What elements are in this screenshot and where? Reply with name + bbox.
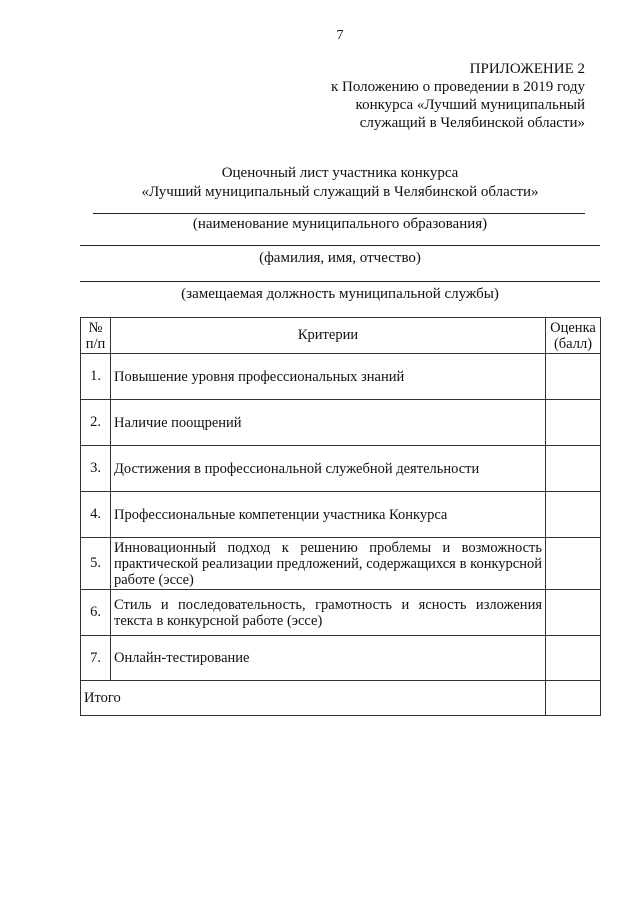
table-header-row — [81, 318, 601, 354]
total-label: Итого — [81, 681, 546, 716]
column-header-number-line: п/п — [85, 335, 106, 352]
page-number: 7 — [336, 28, 344, 43]
criterion-text: Инновационный подход к решению проблемы и возможность практической реализации предложений, содержащихся в конкурсной работе (эссе) — [111, 538, 546, 590]
evaluation-table — [80, 317, 601, 716]
table-row — [81, 590, 601, 636]
column-header-number — [81, 318, 111, 354]
table-row — [81, 354, 601, 400]
row-number: 5. — [81, 538, 111, 590]
row-number: 4. — [81, 492, 111, 538]
score-cell[interactable] — [546, 538, 601, 590]
appendix-header — [300, 60, 585, 132]
table-row — [81, 446, 601, 492]
column-header-number-line: № — [88, 319, 103, 336]
full-name-caption: (фамилия, имя, отчество) — [259, 250, 421, 266]
row-number: 3. — [81, 446, 111, 492]
criterion-text: Наличие поощрений — [111, 400, 546, 446]
column-header-score — [546, 318, 601, 354]
table-row — [81, 636, 601, 681]
score-cell[interactable] — [546, 446, 601, 492]
appendix-line: к Положению о проведении в 2019 году — [330, 79, 585, 95]
column-header-criteria: Критерии — [111, 318, 546, 354]
score-cell[interactable] — [546, 492, 601, 538]
appendix-line: служащий в Челябинской области» — [359, 115, 585, 131]
score-cell[interactable] — [546, 400, 601, 446]
score-cell[interactable] — [546, 354, 601, 400]
municipality-field[interactable] — [93, 213, 585, 214]
full-name-field[interactable] — [80, 245, 600, 246]
row-number: 2. — [81, 400, 111, 446]
table-row — [81, 492, 601, 538]
score-cell[interactable] — [546, 636, 601, 681]
position-field[interactable] — [80, 281, 600, 282]
total-row — [81, 681, 601, 716]
row-number: 1. — [81, 354, 111, 400]
criterion-text: Профессиональные компетенции участника Конкурса — [111, 492, 546, 538]
row-number: 6. — [81, 590, 111, 636]
table-row — [81, 538, 601, 590]
criterion-text: Стиль и последовательность, грамотность и ясность изложения текста в конкурсной работе (эссе) — [111, 590, 546, 636]
table-row — [81, 400, 601, 446]
column-header-score-line: (балл) — [553, 335, 593, 352]
appendix-title: ПРИЛОЖЕНИЕ 2 — [469, 61, 585, 77]
criterion-text: Достижения в профессиональной служебной деятельности — [111, 446, 546, 492]
criterion-text: Онлайн-тестирование — [111, 636, 546, 681]
municipality-caption: (наименование муниципального образования) — [192, 216, 488, 232]
form-title-line: Оценочный лист участника конкурса — [221, 165, 459, 181]
form-title — [80, 164, 600, 202]
row-number: 7. — [81, 636, 111, 681]
column-header-score-line: Оценка — [550, 319, 596, 336]
appendix-line: конкурса «Лучший муниципальный — [355, 97, 585, 113]
criterion-text: Повышение уровня профессиональных знаний — [111, 354, 546, 400]
total-score-cell[interactable] — [546, 681, 601, 716]
form-title-line: «Лучший муниципальный служащий в Челябинской области» — [141, 184, 539, 200]
position-caption: (замещаемая должность муниципальной службы) — [181, 286, 499, 302]
score-cell[interactable] — [546, 590, 601, 636]
